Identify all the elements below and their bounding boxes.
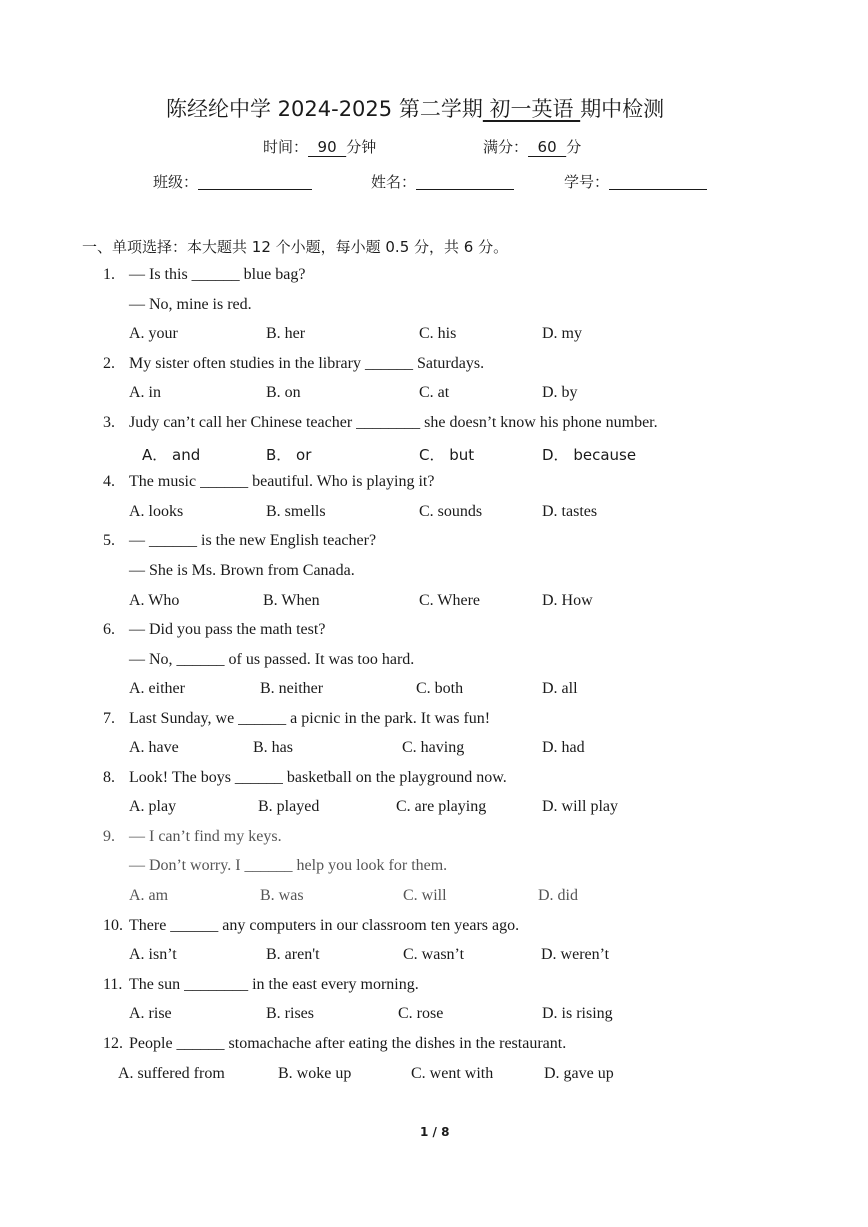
- question-stem: — I can’t find my keys.: [129, 828, 282, 845]
- score-unit: 分: [566, 138, 582, 156]
- question-stem: Last Sunday, we ______ a picnic in the park. It was fun!: [129, 710, 491, 727]
- option-b[interactable]: B. has: [253, 739, 293, 756]
- score-label: 满分：: [483, 138, 529, 156]
- option-d[interactable]: D. tastes: [542, 503, 598, 520]
- question-line: — No, ______ of us passed. It was too hard.: [129, 651, 415, 668]
- question-line: — Don’t worry. I ______ help you look for them.: [129, 857, 448, 874]
- option-c[interactable]: C． but: [419, 446, 475, 464]
- question-number: 9.: [103, 828, 115, 845]
- option-a[interactable]: A. in: [129, 384, 161, 401]
- question-stem: People ______ stomachache after eating the dishes in the restaurant.: [129, 1035, 567, 1052]
- question-stem: Judy can’t call her Chinese teacher ________ she doesn’t know his phone number.: [129, 414, 658, 431]
- question-stem: Look! The boys ______ basketball on the playground now.: [129, 769, 507, 786]
- option-a[interactable]: A. suffered from: [118, 1065, 225, 1082]
- title-exam-type: 期中检测: [580, 97, 665, 121]
- option-c[interactable]: C. are playing: [396, 798, 487, 815]
- exam-title: [166, 93, 664, 123]
- option-c[interactable]: C. will: [403, 887, 447, 904]
- question-number: 10.: [103, 917, 123, 934]
- title-school-term: 陈经纶中学 2024-2025 第二学期: [166, 97, 483, 121]
- option-d[interactable]: D. gave up: [544, 1065, 614, 1082]
- time-value: 90: [308, 138, 347, 156]
- option-c[interactable]: C. wasn’t: [403, 946, 465, 963]
- title-subject: 初一英语: [482, 97, 581, 121]
- score-value: 60: [528, 138, 567, 156]
- option-b[interactable]: B. her: [266, 325, 306, 342]
- question-number: 3.: [103, 414, 115, 431]
- option-a[interactable]: A. rise: [129, 1005, 172, 1022]
- option-d[interactable]: D． because: [542, 446, 637, 464]
- question-stem: — ______ is the new English teacher?: [129, 532, 377, 549]
- option-d[interactable]: D. will play: [542, 798, 618, 815]
- question-number: 5.: [103, 532, 115, 549]
- time-label: 时间：: [263, 138, 309, 156]
- option-b[interactable]: B. aren't: [266, 946, 320, 963]
- option-a[interactable]: A. have: [129, 739, 179, 756]
- question-stem: My sister often studies in the library ______ Saturdays.: [129, 355, 485, 372]
- option-d[interactable]: D. my: [542, 325, 582, 342]
- option-b[interactable]: B. woke up: [278, 1065, 352, 1082]
- option-a[interactable]: A. isn’t: [129, 946, 177, 963]
- option-d[interactable]: D. all: [542, 680, 578, 697]
- option-c[interactable]: C. having: [402, 739, 465, 756]
- score-info: [483, 136, 581, 157]
- question-number: 8.: [103, 769, 115, 786]
- option-a[interactable]: A． and: [142, 446, 201, 464]
- option-a[interactable]: A. either: [129, 680, 185, 697]
- name-blank[interactable]: [416, 173, 514, 190]
- question-number: 11.: [103, 976, 123, 993]
- option-c[interactable]: C. Where: [419, 592, 481, 609]
- class-label: 班级：: [153, 173, 199, 191]
- name-label: 姓名：: [371, 173, 417, 191]
- question-stem: — Is this ______ blue bag?: [129, 266, 306, 283]
- option-b[interactable]: B. rises: [266, 1005, 314, 1022]
- option-a[interactable]: A. Who: [129, 592, 180, 609]
- option-b[interactable]: B. When: [263, 592, 320, 609]
- option-b[interactable]: B． or: [266, 446, 312, 464]
- option-b[interactable]: B. played: [258, 798, 320, 815]
- question-number: 7.: [103, 710, 115, 727]
- option-b[interactable]: B. neither: [260, 680, 324, 697]
- option-d[interactable]: D. did: [538, 887, 578, 904]
- option-c[interactable]: C. went with: [411, 1065, 494, 1082]
- question-stem: The music ______ beautiful. Who is playing it?: [129, 473, 435, 490]
- option-a[interactable]: A. am: [129, 887, 169, 904]
- option-c[interactable]: C. at: [419, 384, 450, 401]
- id-field: [564, 171, 707, 192]
- option-b[interactable]: B. was: [260, 887, 304, 904]
- option-d[interactable]: D. How: [542, 592, 593, 609]
- option-d[interactable]: D. weren’t: [541, 946, 610, 963]
- question-number: 6.: [103, 621, 115, 638]
- option-c[interactable]: C. rose: [398, 1005, 444, 1022]
- option-d[interactable]: D. by: [542, 384, 578, 401]
- name-field: [371, 171, 514, 192]
- question-number: 2.: [103, 355, 115, 372]
- option-c[interactable]: C. sounds: [419, 503, 483, 520]
- section-heading: 一、单项选择：本大题共 12 个小题，每小题 0.5 分，共 6 分。: [82, 238, 509, 256]
- question-line: — No, mine is red.: [129, 296, 252, 313]
- option-a[interactable]: A. looks: [129, 503, 184, 520]
- option-d[interactable]: D. is rising: [542, 1005, 613, 1022]
- option-b[interactable]: B. on: [266, 384, 301, 401]
- question-number: 1.: [103, 266, 115, 283]
- time-info: [263, 136, 376, 157]
- class-blank[interactable]: [198, 173, 312, 190]
- question-number: 12.: [103, 1035, 123, 1052]
- page-number: 1 / 8: [420, 1125, 450, 1139]
- question-number: 4.: [103, 473, 115, 490]
- class-field: [153, 171, 312, 192]
- option-a[interactable]: A. your: [129, 325, 178, 342]
- option-c[interactable]: C. both: [416, 680, 464, 697]
- question-stem: — Did you pass the math test?: [129, 621, 326, 638]
- question-stem: There ______ any computers in our classroom ten years ago.: [129, 917, 520, 934]
- id-label: 学号：: [564, 173, 610, 191]
- id-blank[interactable]: [609, 173, 707, 190]
- question-stem: The sun ________ in the east every morning.: [129, 976, 419, 993]
- option-b[interactable]: B. smells: [266, 503, 326, 520]
- time-unit: 分钟: [346, 138, 377, 156]
- question-line: — She is Ms. Brown from Canada.: [129, 562, 355, 579]
- option-a[interactable]: A. play: [129, 798, 177, 815]
- option-c[interactable]: C. his: [419, 325, 457, 342]
- option-d[interactable]: D. had: [542, 739, 585, 756]
